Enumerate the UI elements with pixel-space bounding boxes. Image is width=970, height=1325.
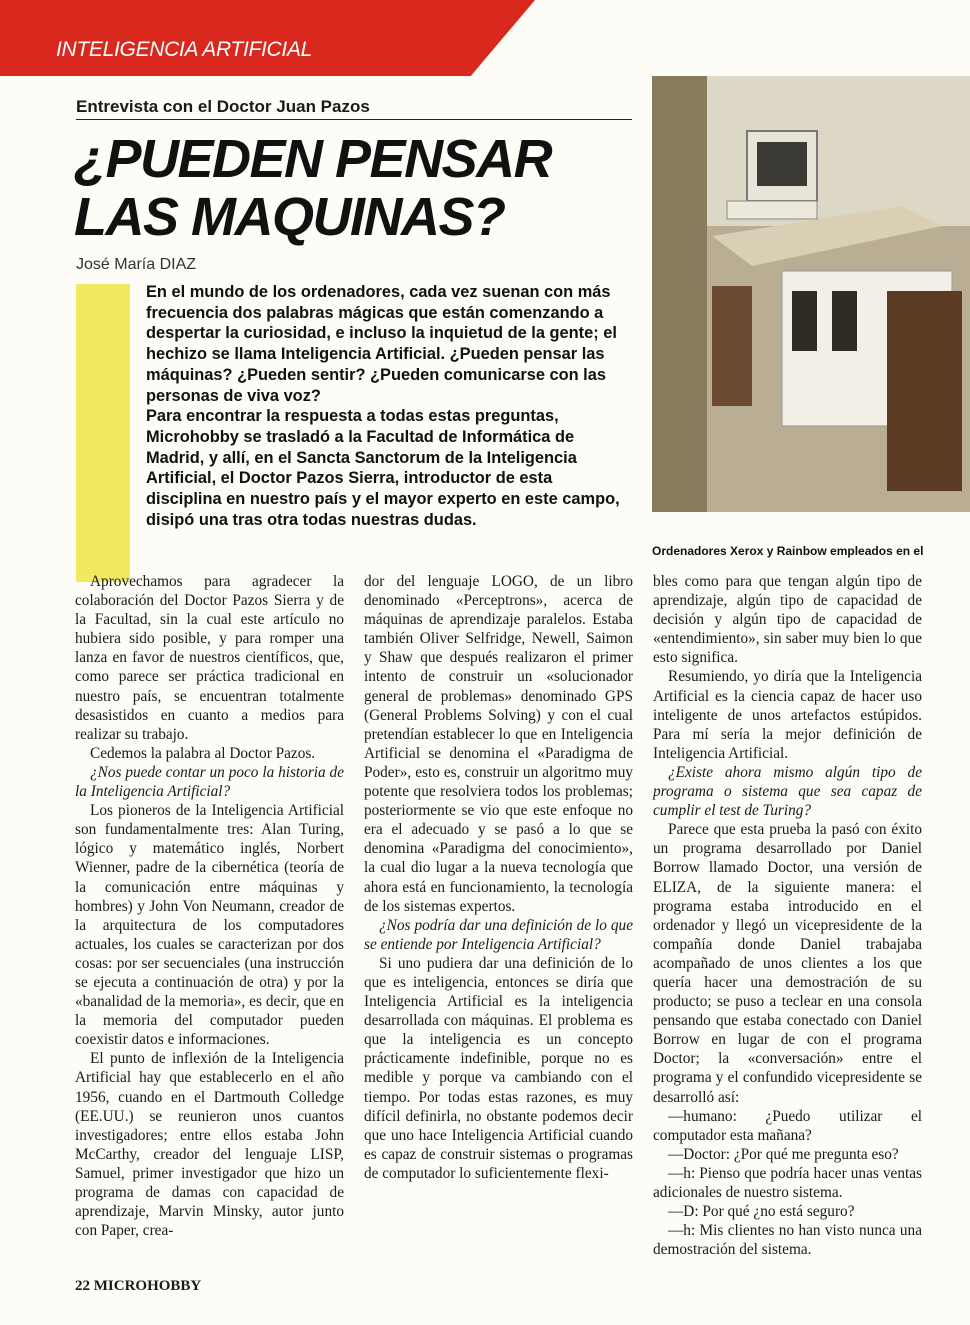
photo-caption: Ordenadores Xerox y Rainbow empleados en el	[652, 544, 924, 558]
paragraph: Cedemos la palabra al Doctor Pazos.	[90, 744, 316, 762]
computer-lab-photo	[652, 76, 970, 512]
lede-accent-bar	[76, 284, 130, 582]
dialogue-line: —humano: ¿Puedo utilizar el computador esta mañana?	[653, 1107, 922, 1144]
dialogue-line: —h: Pienso que podría hacer unas ventas adicionales de nuestro sistema.	[653, 1164, 922, 1201]
computer-lab-illustration	[652, 76, 970, 512]
paragraph: dor del lenguaje LOGO, de un libro denominado «Perceptrons», acerca de máquinas de aprendizaje paralelos. Estaba también Oliver Selfridge, Newell, Saimon y Shaw que después realizaron el primer intento de construir un «solucionador general de problemas» denominado GPS (General Problems Solving) y con el cual pretendían establecer lo que en Inteligencia Artificial se denomina el «Paradigma de Poder», esto es, construir un algoritmo muy potente que resolviera todos los problemas; posteriormente se vio que este enfoque no era el adecuado y se pasó a lo que se denomina «Paradigma del conocimiento», la cual dio lugar a la nueva tecnología que ahora está en funcionamiento, la tecnología de los sistemas expertos.	[364, 573, 633, 915]
paragraph: Aprovechamos para agradecer la colaboración del Doctor Pazos Sierra y de la Facultad, sin la cual este artículo no hubiera sido posible, y para romper una lanza en favor de nuestros científicos, que, como parece ser práctica tradicional en nuestro país, se encuentran totalmente desasistidos en cuanto a medios para realizar su trabajo.	[75, 573, 344, 743]
byline: José María DIAZ	[76, 256, 197, 273]
dialogue-line: —D: Por qué ¿no está seguro?	[668, 1203, 855, 1221]
lede-paragraph: En el mundo de los ordenadores, cada vez suenan con más frecuencia dos palabras mágicas que están comenzando a despertar la curiosidad, e incluso la inquietud de la gente; el hechizo se llama Inteligencia Artificial. ¿Pueden pensar las máquinas? ¿Pueden sentir? ¿Pueden comunicarse con las personas de viva voz?	[146, 283, 617, 405]
magazine-name: MICROHOBBY	[93, 1278, 202, 1294]
paragraph: bles como para que tengan algún tipo de aprendizaje, algún tipo de capacidad de decisión y algún tipo de capacidad de «entendimiento», sin saber muy bien lo que esto significa.	[653, 573, 922, 667]
dialogue-line: —h: Mis clientes no han visto nunca una demostración del sistema.	[653, 1222, 922, 1259]
page-number: 22	[75, 1278, 90, 1294]
section-label: INTELIGENCIA ARTIFICIAL	[56, 38, 313, 61]
lede-paragraph: Para encontrar la respuesta a todas estas preguntas, Microhobby se trasladó a la Facultad de Informática de Madrid, y allí, en el Sancta Sanctorum de la Inteligencia Artificial, el Doctor Pazos Sierra, introductor de esta disciplina en nuestro país y el mayor experto en este campo, disipó una tras otra todas nuestras dudas.	[146, 407, 620, 529]
body-column-3	[653, 572, 922, 1259]
paragraph: Los pioneros de la Inteligencia Artificial son fundamentalmente tres: Alan Turing, lógico y matemático inglés, Norbert Wienner, padre de la cibernética (teoría de la comunicación entre máquinas y hombres) y John Von Neumann, creador de la arquitectura de los computadores actuales, los cuales se caracterizan por dos cosas: por ser secuenciales (una instrucción se ejecuta a continuación de otra) y por la «banalidad de la memoria», es decir, que en la memoria del computador pueden coexistir datos e informaciones.	[75, 802, 344, 1049]
lede	[146, 282, 628, 530]
interview-kicker: Entrevista con el Doctor Juan Pazos	[76, 97, 632, 120]
interview-question: ¿Nos puede contar un poco la historia de la Inteligencia Artificial?	[75, 763, 344, 801]
headline: ¿PUEDEN PENSAR LAS MAQUINAS?	[74, 129, 552, 247]
dialogue-line: —Doctor: ¿Por qué me pregunta eso?	[668, 1145, 899, 1163]
interview-question: ¿Nos podría dar una definición de lo que se entiende por Inteligencia Artificial?	[364, 916, 633, 953]
body-column-2	[364, 572, 633, 1183]
paragraph: Resumiendo, yo diría que la Inteligencia Artificial es la ciencia capaz de hacer uso inteligente de unos artefactos estúpidos. Para mí sería la mejor definición de Inteligencia Artificial.	[653, 668, 922, 762]
page-footer	[75, 1278, 201, 1295]
paragraph: Si uno pudiera dar una definición de lo que es inteligencia, entonces se diría que Inteligencia Artificial es la inteligencia desarrollada con máquinas. El problema es que la inteligencia es un concepto prácticamente indefinible, porque no es medible y porque va cambiando con el tiempo. Por todas estas razones, es muy difícil definirla, no obstante podemos decir que uno hace Inteligencia Artificial cuando es capaz de construir sistemas o programas de computador lo suficientemente flexi-	[364, 954, 633, 1182]
paragraph: Parece que esta prueba la pasó con éxito un programa desarrollado por Daniel Borrow llamado Doctor, una versión de ELIZA, de la siguiente manera: el programa estaba introducido en el ordenador y llegó un vicepresidente de la compañía donde Daniel trabajaba acompañado de unos clientes a los que quería hacer una demostración de su producto; se puso a teclear en una consola pensando que estaba conectado con Daniel Borrow en lugar de con el programa Doctor; la «conversación» entre el programa y el confundido vicepresidente se desarrolló así:	[653, 821, 922, 1106]
interview-question: ¿Existe ahora mismo algún tipo de programa o sistema que sea capaz de cumplir el test de Turing?	[653, 763, 922, 820]
paragraph: El punto de inflexión de la Inteligencia Artificial hay que establecerlo en el año 1956, cuando en el Dartmouth Colledge (EE.UU.) se reunieron unos cuantos investigadores; entre ellos estaba John McCarthy, creador del lenguaje LISP, Samuel, primer investigador que hizo un programa de damas con capacidad de aprendizaje, Marvin Minsky, autor junto con Paper, crea-	[75, 1050, 344, 1240]
body-column-1	[75, 572, 344, 1240]
